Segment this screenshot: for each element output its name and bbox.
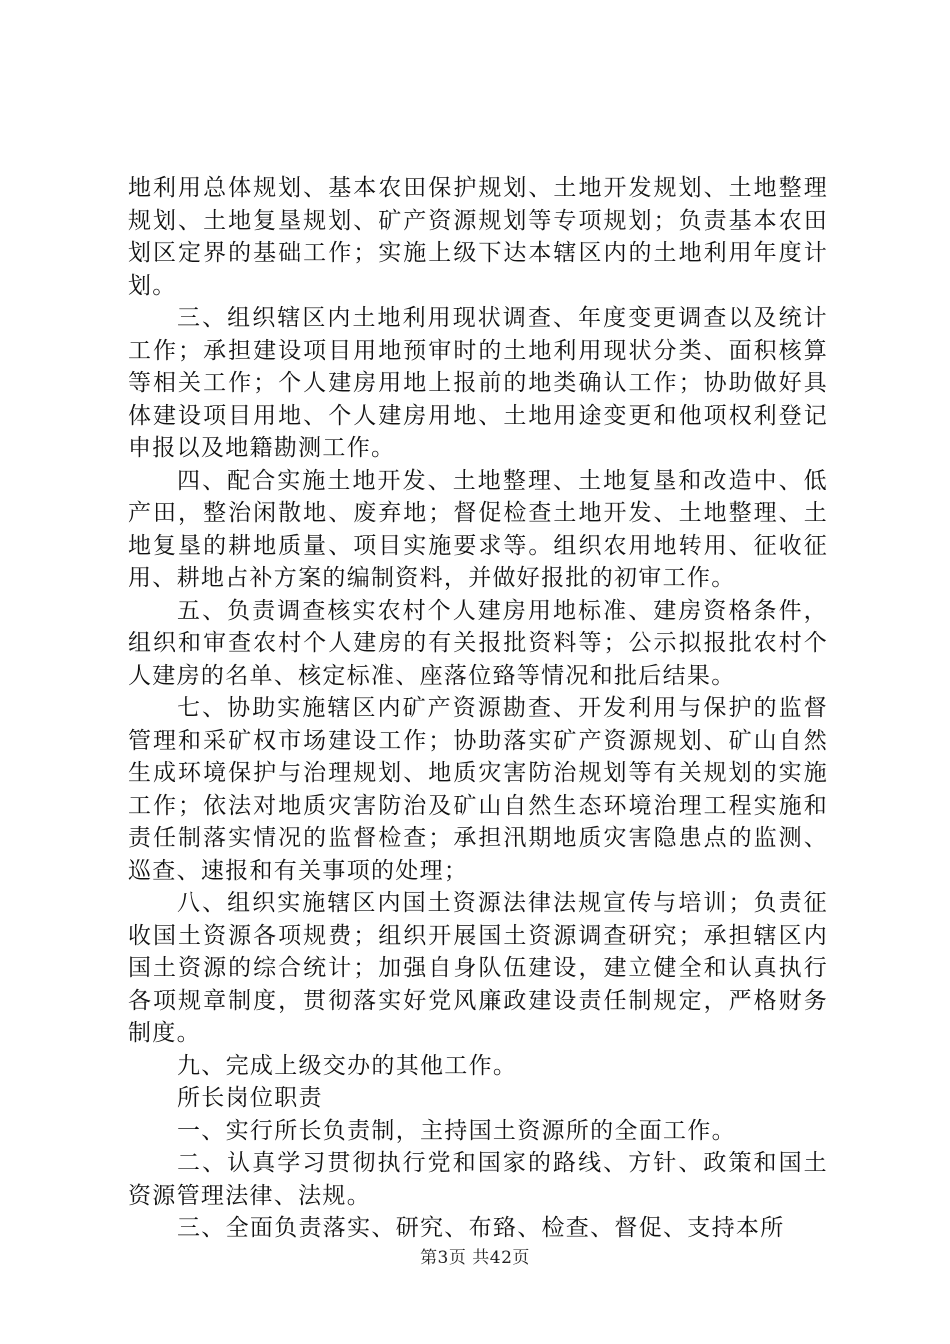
paragraph-land-planning: 地利用总体规划、基本农田保护规划、土地开发规划、土地整理规划、土地复垦规划、矿产资源规划等专项规划；负责基本农田划区定界的基础工作；实施上级下达本辖区内的土地利用年度计划。	[128, 175, 828, 299]
paragraph-item-8-law: 八、组织实施辖区内国土资源法律法规宣传与培训；负责征收国土资源各项规费；组织开展国土资源调查研究；承担辖区内国土资源的综合统计；加强自身队伍建设，建立健全和认真执行各项规章制度，贯彻落实好党风廉政建设责任制规定，严格财务制度。	[128, 890, 828, 1046]
paragraph-duty-3: 三、全面负责落实、研究、布臵、检查、督促、支持本所	[177, 1215, 785, 1241]
paragraph-duty-2: 二、认真学习贯彻执行党和国家的路线、方针、政策和国土资源管理法律、法规。	[128, 1150, 828, 1209]
section-heading-director-duties: 所长岗位职责	[177, 1085, 323, 1111]
paragraph-item-4-development: 四、配合实施土地开发、土地整理、土地复垦和改造中、低产田，整治闲散地、废弃地；督促检查土地开发、土地整理、土地复垦的耕地质量、项目实施要求等。组织农用地转用、征收征用、耕地占补方案的编制资料，并做好报批的初审工作。	[128, 467, 828, 591]
document-body	[128, 172, 828, 1245]
paragraph-item-7-mineral: 七、协助实施辖区内矿产资源勘查、开发利用与保护的监督管理和采矿权市场建设工作；协助落实矿产资源规划、矿山自然生成环境保护与治理规划、地质灾害防治规划等有关规划的实施工作；依法对地质灾害防治及矿山自然生态环境治理工程实施和责任制落实情况的监督检查；承担汛期地质灾害隐患点的监测、巡查、速报和有关事项的处理；	[128, 695, 828, 884]
paragraph-item-9-other: 九、完成上级交办的其他工作。	[177, 1052, 518, 1079]
page-footer: 第3页 共42页	[420, 1248, 530, 1268]
paragraph-item-3-survey: 三、组织辖区内土地利用现状调查、年度变更调查以及统计工作；承担建设项目用地预审时的土地利用现状分类、面积核算等相关工作；个人建房用地上报前的地类确认工作；协助做好具体建设项目用地、个人建房用地、土地用途变更和他项权利登记申报以及地籍勘测工作。	[128, 305, 828, 461]
paragraph-item-5-housing: 五、负责调查核实农村个人建房用地标准、建房资格条件，组织和审查农村个人建房的有关报批资料等；公示拟报批农村个人建房的名单、核定标准、座落位臵等情况和批后结果。	[128, 597, 828, 689]
paragraph-duty-1: 一、实行所长负责制，主持国土资源所的全面工作。	[177, 1117, 736, 1144]
